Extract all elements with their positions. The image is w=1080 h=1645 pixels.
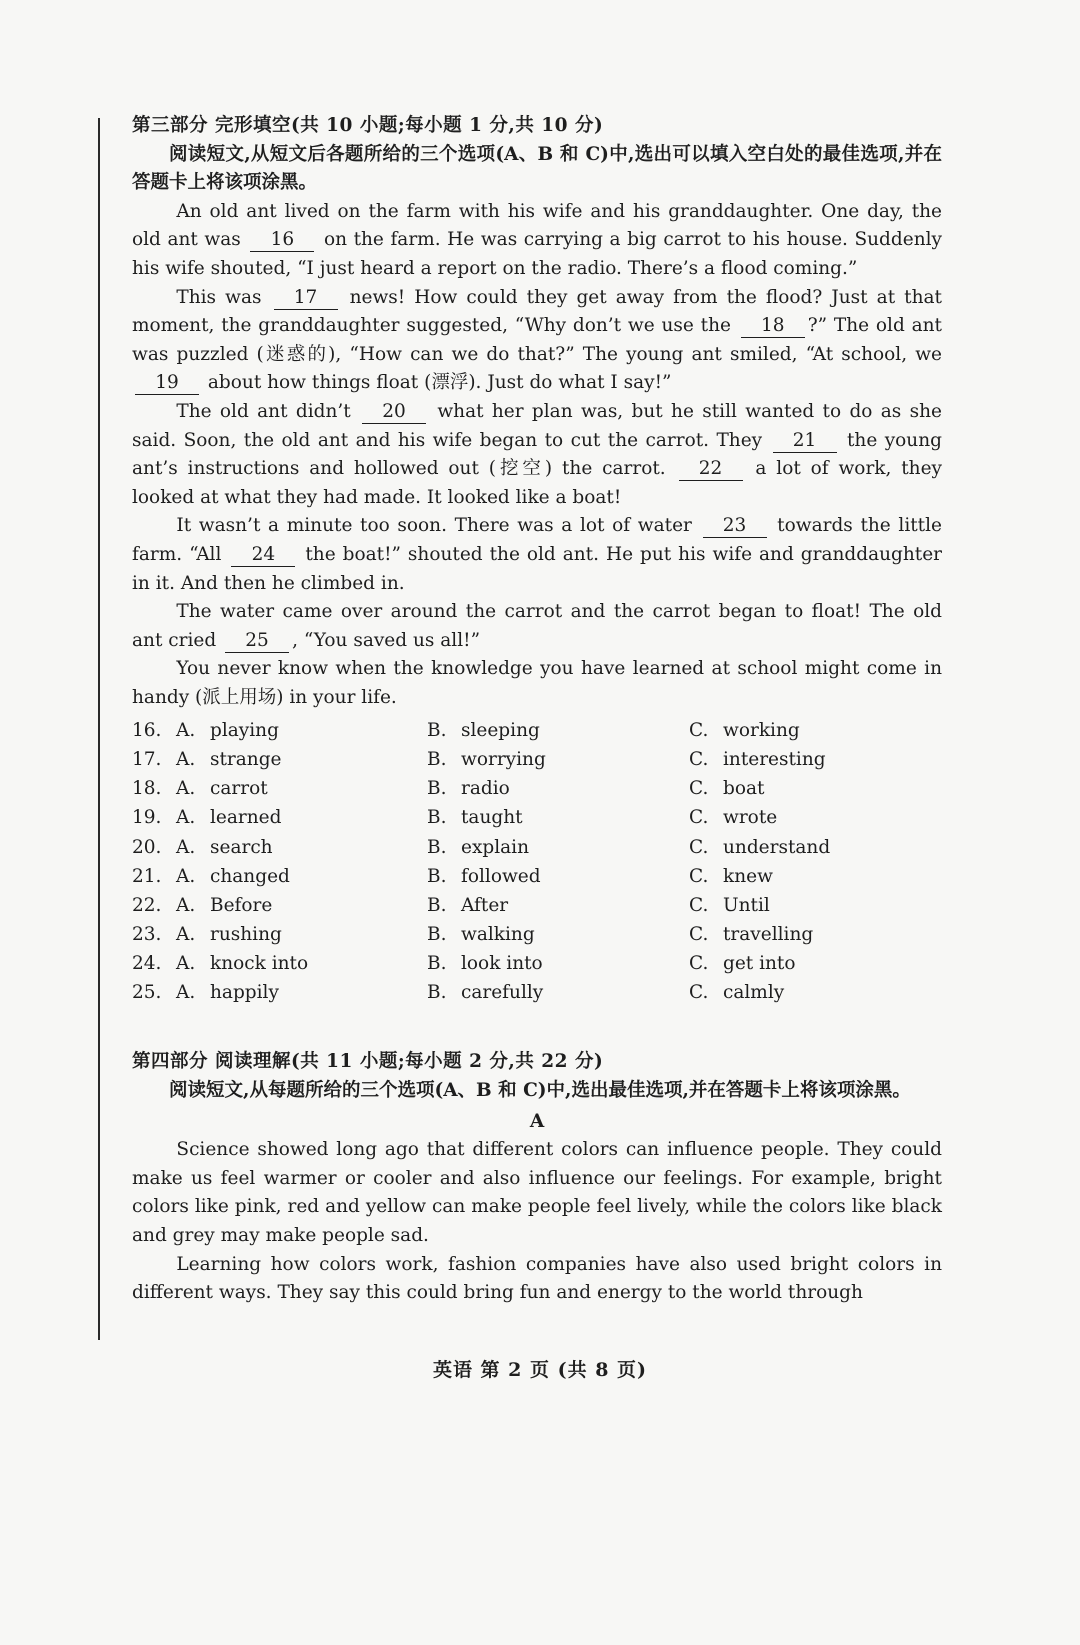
option-b [427,775,689,804]
blank-19: 19 [135,372,199,395]
question-row [132,979,942,1008]
option-c [689,717,800,746]
section4-instruction: 阅读短文,从每题所给的三个选项(A、B 和 C)中,选出最佳选项,并在答题卡上将该项涂黑。 [169,1079,911,1101]
question-row [132,804,942,833]
option-letter: A. [176,719,196,741]
option-text: boat [723,778,765,800]
option-a [132,717,427,746]
passage-paragraph-6: You never know when the knowledge you have learned at school might come in handy (派上用场) in your life. [132,658,942,708]
passage-paragraph-3: The old ant didn’t 20 what her plan was, but he still wanted to do as she said. Soon, the old ant and his wife began to cut the carrot. They 21 the young ant’s instructions and hollowed out (挖空) the carrot. 22 a lot of work, they looked at what they had made. It looked like a boat! [132,400,942,508]
option-letter: C. [689,778,709,800]
option-letter: C. [689,865,709,887]
options-list [132,716,942,1008]
option-a [132,979,427,1008]
option-a [132,921,427,950]
option-text: rushing [210,924,282,946]
option-c [689,950,796,979]
option-text: followed [461,865,541,887]
option-b [427,804,689,833]
section3-instruction: 阅读短文,从短文后各题所给的三个选项(A、B 和 C)中,选出可以填入空白处的最佳选项,并在答题卡上将该项涂黑。 [132,143,942,194]
option-letter: B. [427,953,447,975]
passage-paragraph-5: The water came over around the carrot and the carrot began to float! The old ant cried 25 , “You saved us all!” [132,601,942,651]
option-text: interesting [723,748,826,770]
blank-22: 22 [679,458,743,481]
option-text: happily [210,982,279,1004]
option-text: knock into [210,953,309,975]
option-letter: C. [689,719,709,741]
option-letter: C. [689,748,709,770]
reading-paragraph-1: Science showed long ago that different colors can influence people. They could make us feel warmer or cooler and also influence our feelings. For example, bright colors like pink, red and yellow can make people feel lively, while the colors like black and grey may make people sad. [132,1139,942,1246]
option-text: wrote [723,807,778,829]
blank-17: 17 [274,287,338,310]
section4 [132,1048,942,1307]
option-letter: C. [689,953,709,975]
question-number: 18. [132,778,162,800]
option-text: carefully [461,982,544,1004]
option-text: travelling [723,924,814,946]
option-b [427,950,689,979]
option-text: learned [210,807,282,829]
option-text: calmly [723,982,785,1004]
option-letter: A. [176,924,196,946]
option-c [689,834,830,863]
question-number: 22. [132,894,162,916]
option-letter: C. [689,894,709,916]
option-letter: C. [689,807,709,829]
option-c [689,746,826,775]
option-text: search [210,836,273,858]
option-a [132,746,427,775]
blank-25: 25 [225,630,289,653]
passage-paragraph-2: This was 17 news! How could they get away from the flood? Just at that moment, the granddaughter suggested, “Why don’t we use the 18 ?” The old ant was puzzled (迷惑的), “How can we do that?” The young ant smiled, “At school, we 19 about how things float (漂浮). Just do what I say!” [132,286,942,394]
blank-24: 24 [231,544,295,567]
option-text: walking [461,924,535,946]
option-letter: C. [689,836,709,858]
question-number: 24. [132,953,162,975]
option-letter: A. [176,778,196,800]
option-letter: A. [176,807,196,829]
question-row [132,775,942,804]
option-c [689,863,773,892]
blank-20: 20 [362,401,426,424]
option-a [132,804,427,833]
option-c [689,979,784,1008]
question-row [132,892,942,921]
passage-title: A [529,1110,545,1132]
option-a [132,950,427,979]
option-text: working [723,719,800,741]
option-letter: C. [689,924,709,946]
option-text: get into [723,953,796,975]
option-letter: A. [176,836,196,858]
option-letter: B. [427,865,447,887]
option-letter: A. [176,865,196,887]
question-number: 16. [132,719,162,741]
page-content [132,112,942,1308]
option-text: explain [461,836,530,858]
option-b [427,921,689,950]
option-text: understand [723,836,831,858]
option-letter: C. [689,982,709,1004]
option-letter: B. [427,924,447,946]
question-number: 19. [132,807,162,829]
option-letter: B. [427,748,447,770]
option-letter: B. [427,836,447,858]
option-c [689,775,764,804]
option-letter: A. [176,894,196,916]
option-c [689,804,777,833]
option-a [132,834,427,863]
option-b [427,892,689,921]
question-number: 25. [132,982,162,1004]
question-number: 17. [132,748,162,770]
question-row [132,833,942,862]
blank-21: 21 [773,430,837,453]
option-text: radio [461,778,510,800]
margin-line [98,118,100,1340]
option-letter: A. [176,982,196,1004]
option-text: strange [210,748,282,770]
option-text: changed [210,865,290,887]
question-number: 20. [132,836,162,858]
blank-16: 16 [250,229,314,252]
option-letter: B. [427,807,447,829]
option-text: playing [210,719,279,741]
question-row [132,862,942,891]
option-letter: A. [176,748,196,770]
option-letter: A. [176,953,196,975]
option-b [427,717,689,746]
option-a [132,892,427,921]
option-text: After [461,894,509,916]
page-footer: 英语 第 2 页 (共 8 页) [432,1359,648,1381]
option-text: knew [723,865,773,887]
section3-heading: 第三部分 完形填空(共 10 小题;每小题 1 分,共 10 分) [132,115,604,136]
option-letter: B. [427,719,447,741]
option-text: Until [723,894,770,916]
option-letter: B. [427,982,447,1004]
question-row [132,921,942,950]
option-letter: B. [427,778,447,800]
option-text: look into [461,953,543,975]
option-a [132,775,427,804]
option-letter: B. [427,894,447,916]
option-text: Before [210,894,273,916]
blank-18: 18 [741,315,805,338]
question-row [132,716,942,745]
blank-23: 23 [703,515,767,538]
option-text: sleeping [461,719,540,741]
question-row [132,950,942,979]
option-a [132,863,427,892]
option-b [427,863,689,892]
option-text: worrying [461,748,546,770]
option-text: carrot [210,778,268,800]
passage-paragraph-1: An old ant lived on the farm with his wife and his granddaughter. One day, the old ant was 16 on the farm. He was carrying a big carrot to his house. Suddenly his wife shouted, “I just heard a report on the radio. There’s a flood coming.” [132,200,942,279]
option-text: taught [461,807,523,829]
option-c [689,892,770,921]
option-b [427,834,689,863]
question-row [132,746,942,775]
section4-heading: 第四部分 阅读理解(共 11 小题;每小题 2 分,共 22 分) [132,1051,604,1073]
reading-paragraph-2: Learning how colors work, fashion companies have also used bright colors in different ways. They say this could bring fun and energy to the world through [132,1253,942,1304]
option-c [689,921,813,950]
question-number: 21. [132,865,162,887]
question-number: 23. [132,924,162,946]
option-b [427,979,689,1008]
option-b [427,746,689,775]
passage-paragraph-4: It wasn’t a minute too soon. There was a lot of water 23 towards the little farm. “All 24 the boat!” shouted the old ant. He put his wife and granddaughter in it. And then he climbed in. [132,515,943,594]
